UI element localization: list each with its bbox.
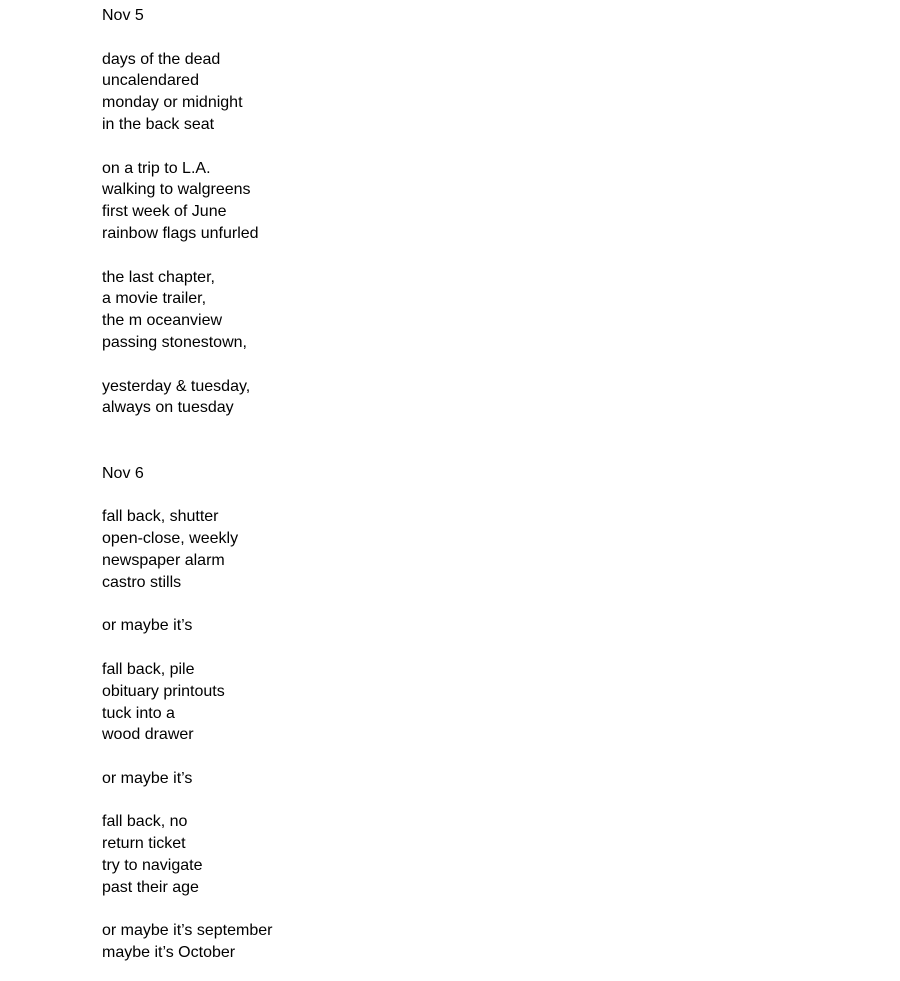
poem-heading: Nov 5 bbox=[102, 7, 144, 24]
stanza bbox=[102, 267, 802, 354]
poem-line: the last chapter, bbox=[102, 268, 215, 286]
blank-line bbox=[102, 27, 802, 49]
stanza bbox=[102, 659, 802, 746]
poem-line: or maybe it’s bbox=[102, 617, 193, 635]
poem-line: a movie trailer, bbox=[102, 290, 207, 308]
blank-line bbox=[102, 746, 802, 768]
blank-line bbox=[102, 354, 802, 376]
poem-line: always on tuesday bbox=[102, 399, 234, 417]
poem-line: rainbow flags unfurled bbox=[102, 224, 259, 242]
blank-line bbox=[102, 594, 802, 616]
stanza bbox=[102, 376, 802, 420]
poem-line: tuck into a bbox=[102, 704, 175, 722]
stanza bbox=[102, 158, 802, 245]
document-page bbox=[102, 5, 802, 964]
poem-line: newspaper alarm bbox=[102, 551, 225, 569]
poem-line: castro stills bbox=[102, 573, 182, 591]
poem-line: wood drawer bbox=[102, 726, 194, 744]
poem-line: return ticket bbox=[102, 835, 186, 853]
blank-line bbox=[102, 441, 802, 463]
poem-line: walking to walgreens bbox=[102, 181, 251, 199]
blank-line bbox=[102, 637, 802, 659]
poem-line: fall back, pile bbox=[102, 660, 195, 678]
poem-line: the m oceanview bbox=[102, 312, 223, 330]
poem-nov-6 bbox=[102, 463, 802, 964]
poem-heading: Nov 6 bbox=[102, 464, 144, 482]
poem-line: fall back, no bbox=[102, 813, 188, 831]
poem-line: obituary printouts bbox=[102, 682, 225, 700]
poem-line: passing stonestown, bbox=[102, 333, 247, 351]
poem-line: open-close, weekly bbox=[102, 530, 239, 548]
poem-line: uncalendared bbox=[102, 72, 199, 90]
blank-line bbox=[102, 245, 802, 267]
poem-line: maybe it’s October bbox=[102, 944, 236, 962]
poem-line: fall back, shutter bbox=[102, 508, 219, 526]
poem-line: try to navigate bbox=[102, 857, 203, 875]
poem-line: or maybe it’s bbox=[102, 769, 193, 787]
poem-line: first week of June bbox=[102, 203, 227, 221]
blank-line bbox=[102, 485, 802, 507]
blank-line bbox=[102, 899, 802, 921]
poem-line: monday or midnight bbox=[102, 94, 243, 112]
stanza bbox=[102, 615, 802, 637]
poem-nov-5 bbox=[102, 5, 802, 419]
stanza bbox=[102, 811, 802, 898]
poem-line: past their age bbox=[102, 878, 199, 896]
poem-line: in the back seat bbox=[102, 115, 215, 133]
stanza bbox=[102, 920, 802, 964]
poem-line: or maybe it’s september bbox=[102, 922, 273, 940]
stanza bbox=[102, 506, 802, 593]
blank-line bbox=[102, 419, 802, 441]
poem-line: on a trip to L.A. bbox=[102, 159, 211, 177]
poem-line: yesterday & tuesday, bbox=[102, 377, 251, 395]
blank-line bbox=[102, 790, 802, 812]
blank-line bbox=[102, 136, 802, 158]
stanza bbox=[102, 49, 802, 136]
stanza bbox=[102, 768, 802, 790]
poem-line: days of the dead bbox=[102, 50, 221, 68]
